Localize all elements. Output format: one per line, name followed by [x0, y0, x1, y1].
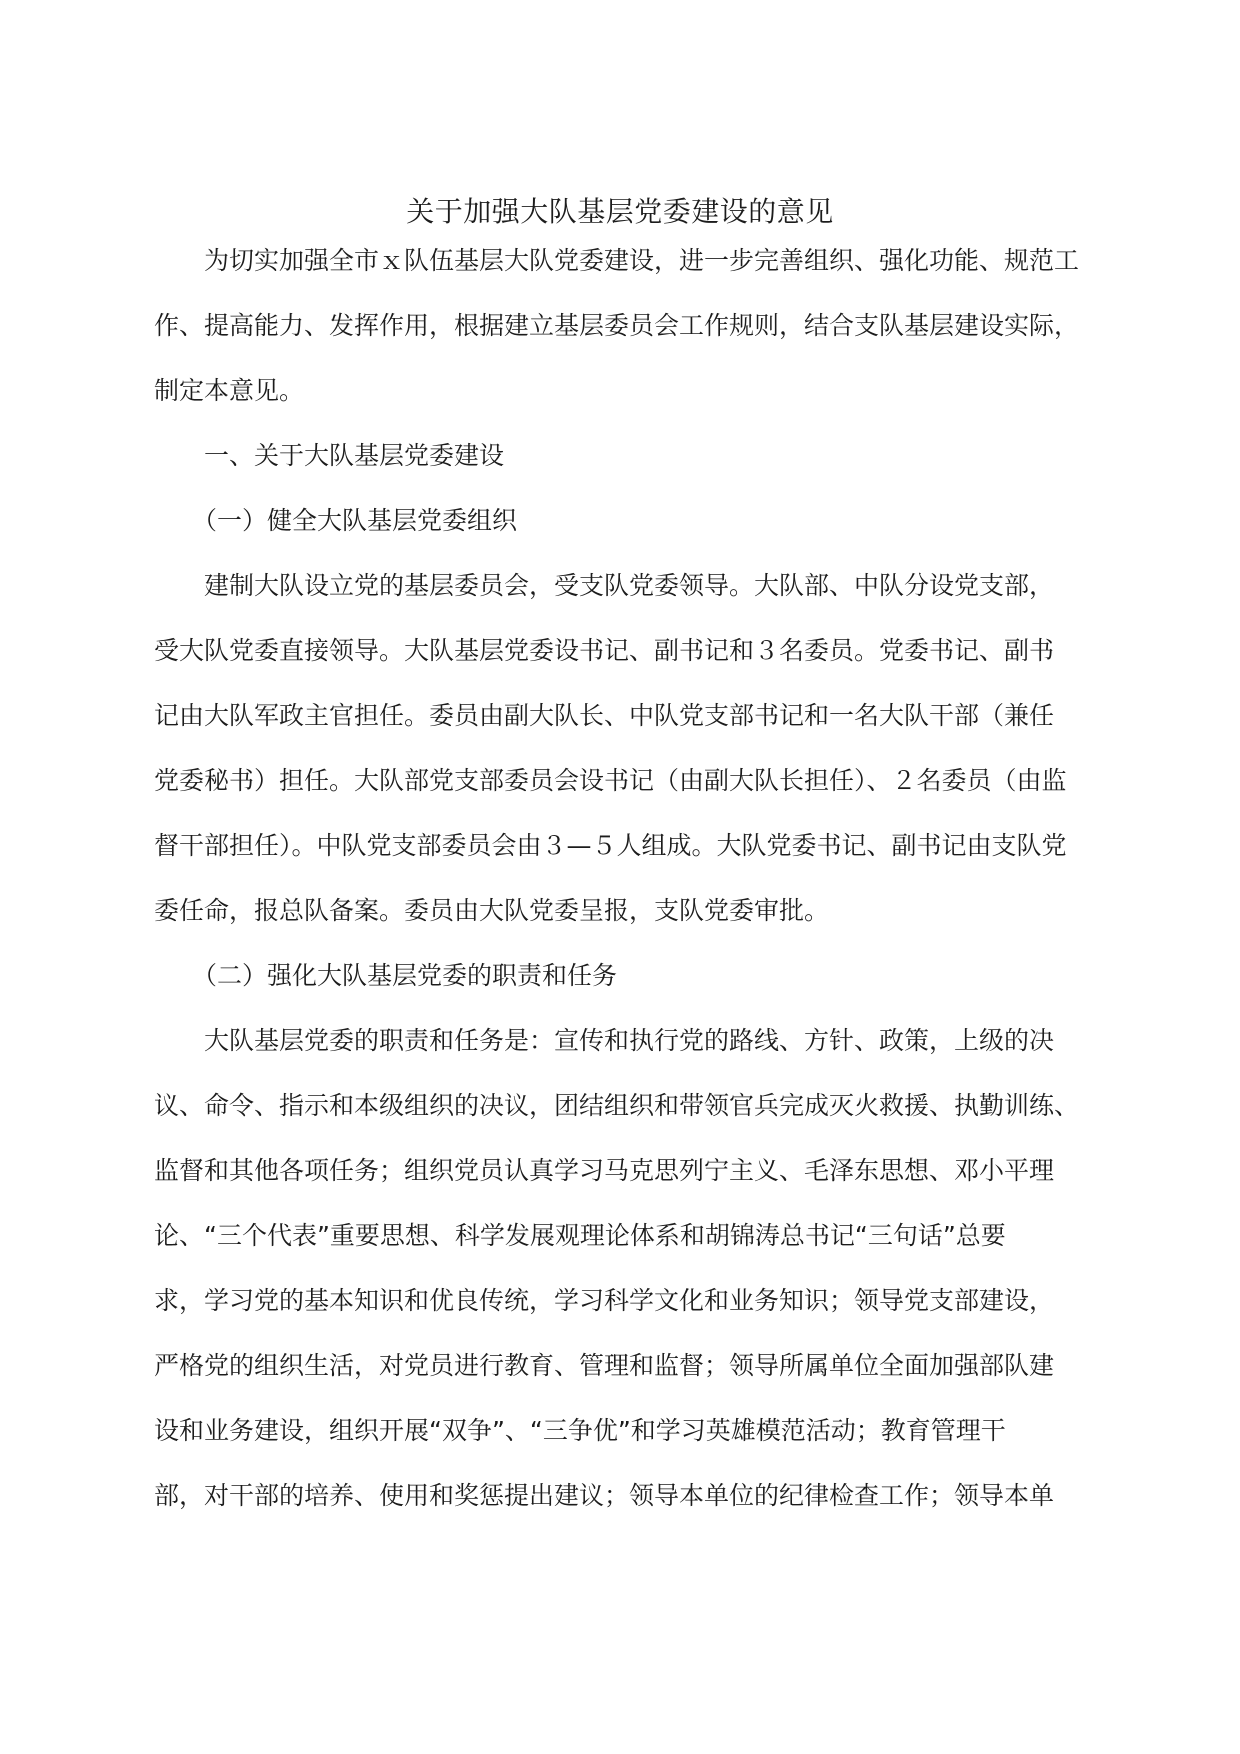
text-line: 求，学习党的基本知识和优良传统，学习科学文化和业务知识；领导党支部建设， — [154, 1286, 1055, 1315]
subsection-heading — [154, 488, 1084, 553]
text-line: 党委秘书）担任。大队部党支部委员会设书记（由副大队长担任）、２名委员（由监 — [154, 766, 1067, 795]
document-title: 关于加强大队基层党委建设的意见 — [406, 195, 834, 228]
heading-text: （一）健全大队基层党委组织 — [192, 506, 518, 535]
heading-text: （二）强化大队基层党委的职责和任务 — [192, 961, 618, 990]
text-line: 受大队党委直接领导。大队基层党委设书记、副书记和３名委员。党委书记、副书 — [154, 636, 1055, 665]
text-line: 作、提高能力、发挥作用，根据建立基层委员会工作规则，结合支队基层建设实际， — [154, 311, 1080, 340]
duties-paragraph — [154, 1008, 1084, 1528]
section-heading — [154, 423, 1084, 488]
text-line: 监督和其他各项任务；组织党员认真学习马克思列宁主义、毛泽东思想、邓小平理 — [154, 1156, 1055, 1185]
text-line: 记由大队军政主官担任。委员由副大队长、中队党支部书记和一名大队干部（兼任 — [154, 701, 1055, 730]
text-line: 大队基层党委的职责和任务是：宣传和执行党的路线、方针、政策，上级的决 — [204, 1026, 1055, 1055]
text-line: 制定本意见。 — [154, 376, 305, 405]
subsection-heading — [154, 943, 1084, 1008]
text-line: 为切实加强全市ｘ队伍基层大队党委建设，进一步完善组织、强化功能、规范工 — [204, 246, 1080, 275]
heading-text: 一、关于大队基层党委建设 — [204, 441, 505, 470]
document-body — [154, 228, 1084, 1528]
text-line: 建制大队设立党的基层委员会，受支队党委领导。大队部、中队分设党支部， — [204, 571, 1055, 600]
organization-paragraph — [154, 553, 1084, 943]
text-line: 设和业务建设，组织开展“双争”、“三争优”和学习英雄模范活动；教育管理干 — [154, 1416, 1006, 1445]
intro-paragraph — [154, 228, 1084, 423]
text-line: 严格党的组织生活，对党员进行教育、管理和监督；领导所属单位全面加强部队建 — [154, 1351, 1055, 1380]
text-line: 议、命令、指示和本级组织的决议，团结组织和带领官兵完成灭火救援、执勤训练、 — [154, 1091, 1080, 1120]
text-line: 部，对干部的培养、使用和奖惩提出建议；领导本单位的纪律检查工作；领导本单 — [154, 1481, 1055, 1510]
text-line: 论、“三个代表”重要思想、科学发展观理论体系和胡锦涛总书记“三句话”总要 — [154, 1221, 1006, 1250]
text-line: 督干部担任）。中队党支部委员会由３—５人组成。大队党委书记、副书记由支队党 — [154, 831, 1067, 860]
text-line: 委任命，报总队备案。委员由大队党委呈报，支队党委审批。 — [154, 896, 830, 925]
